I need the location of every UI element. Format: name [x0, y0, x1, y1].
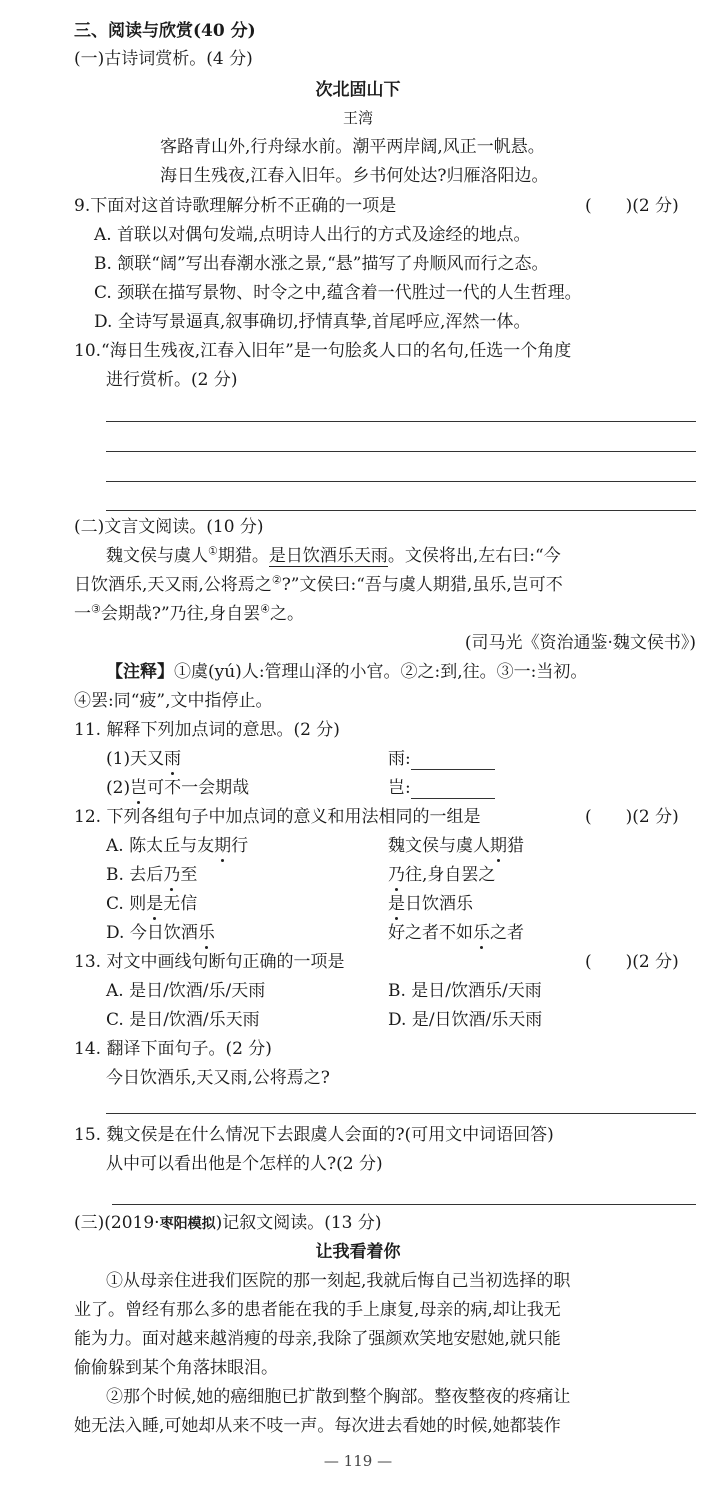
text-segment: 至	[180, 865, 198, 885]
text-segment: 无信	[163, 894, 198, 914]
answer-line[interactable]	[106, 421, 696, 422]
q9-bracket: ( )(2 分)	[585, 196, 679, 216]
source-citation: (司马光《资治通鉴·魏文侯书》)	[464, 633, 696, 653]
text-segment: 魏文侯与虞人	[388, 836, 490, 856]
text-segment: C. 则	[106, 894, 147, 914]
text-segment: 可不一会期哉	[147, 778, 250, 798]
q12-option-b-left	[106, 864, 197, 886]
q9-stem: 9.下面对这首诗歌理解分析不正确的一项是	[74, 196, 397, 216]
paragraph-line: ①从母亲住进我们医院的那一刻起,我就后悔自己当初选择的职	[106, 1271, 571, 1291]
dotted-word: 岂	[130, 778, 148, 798]
classical-text-line-3	[74, 603, 304, 625]
annotation-line-1	[106, 661, 587, 683]
answer-line[interactable]	[106, 510, 696, 511]
paragraph-line: 她无法入睡,可她却从来不吱一声。每次进去看她的时候,她都装作	[74, 1416, 561, 1436]
paragraph-line: ②那个时候,她的癌细胞已扩散到整个胸部。整夜整夜的疼痛让	[106, 1387, 571, 1407]
q9-option-a: A. 首联以对偶句发端,点明诗人出行的方式及途经的地点。	[94, 225, 531, 245]
dotted-word: 期	[214, 836, 232, 856]
text-segment: )记叙文阅读。(13 分)	[215, 1213, 382, 1233]
dotted-word: 乃	[163, 865, 181, 885]
q13-option-d: D. 是/日饮酒/乐天雨	[388, 1010, 543, 1030]
section-title: 三、阅读与欣赏(40 分)	[74, 21, 256, 41]
text-segment: 好之者不如	[388, 923, 473, 943]
q11-answer-2[interactable]	[388, 777, 495, 799]
dotted-word: 是	[388, 894, 405, 914]
page-number: — 119 —	[323, 1452, 393, 1470]
q14-sentence: 今日饮酒乐,天又雨,公将焉之?	[106, 1068, 330, 1088]
q13-stem: 13. 对文中画线句断句正确的一项是	[74, 952, 345, 972]
q12-stem: 12. 下列各组句子中加点词的意义和用法相同的一组是	[74, 807, 481, 827]
footnote-mark: ④	[260, 602, 270, 616]
dotted-word: 乃	[388, 865, 405, 885]
answer-label: 雨:	[388, 749, 411, 769]
annotation-text: ①虞(yú)人:管理山泽的小官。②之:到,往。③一:当初。	[174, 662, 588, 682]
text-segment: A. 陈太丘与友	[106, 836, 215, 856]
q15-line-1: 15. 魏文侯是在什么情况下去跟虞人会面的?(可用文中词语回答)	[74, 1125, 554, 1145]
text-segment: (2)	[106, 778, 131, 798]
dotted-word: 乐	[197, 923, 215, 943]
paragraph-line: 能为力。面对越来越消瘦的母亲,我除了强颜欢笑地安慰她,就只能	[74, 1329, 561, 1349]
q11-stem: 11. 解释下列加点词的意思。(2 分)	[74, 720, 340, 740]
q12-option-b-right	[388, 864, 495, 886]
q10-line-2: 进行赏析。(2 分)	[106, 370, 238, 390]
q13-option-b: B. 是日/饮酒乐/天雨	[388, 981, 542, 1001]
text-segment: 行	[231, 836, 249, 856]
q15-line-2: 从中可以看出他是个怎样的人?(2 分)	[106, 1154, 383, 1174]
q10-line-1: 10.“海日生残夜,江春入旧年”是一句脍炙人口的名句,任选一个角度	[74, 341, 572, 361]
text-segment: 一	[74, 604, 91, 624]
q14-stem: 14. 翻译下面句子。(2 分)	[74, 1039, 272, 1059]
annotation-line-2: ④罢:同“疲”,文中指停止。	[74, 691, 273, 711]
poem-line-1: 客路青山外,行舟绿水前。潮平两岸阔,风正一帆悬。	[160, 137, 545, 157]
text-segment: B. 去后	[106, 865, 164, 885]
classical-text-line-2	[74, 574, 563, 596]
text-segment: 之。	[269, 604, 304, 624]
source-stamp: 枣阳模拟	[159, 1216, 216, 1232]
part1-header: (一)古诗词赏析。(4 分)	[74, 49, 253, 69]
poem-author: 王湾	[342, 109, 373, 127]
footnote-mark: ①	[208, 544, 218, 558]
dotted-word: 是	[146, 894, 164, 914]
q13-bracket: ( )(2 分)	[585, 952, 679, 972]
text-segment: 日饮酒乐,天又雨,公将焉之	[74, 575, 272, 595]
dotted-word: 乐	[473, 923, 490, 943]
footnote-mark: ②	[271, 573, 282, 587]
underlined-sentence: 是日饮酒乐天雨	[268, 546, 388, 566]
q9-option-d: D. 全诗写景逼真,叙事确切,抒情真挚,首尾呼应,浑然一体。	[94, 312, 531, 332]
q12-option-a-right	[388, 835, 524, 857]
q12-option-a-left	[106, 835, 248, 857]
text-segment: 期猎。	[217, 546, 269, 566]
q12-option-d-left	[106, 922, 215, 944]
q11-answer-1[interactable]	[388, 748, 495, 770]
q9-option-b: B. 颔联“阔”写出春潮水涨之景,“悬”描写了舟顺风而行之态。	[94, 254, 549, 274]
q11-item-1	[106, 748, 181, 770]
answer-line[interactable]	[106, 1113, 696, 1114]
poem-line-2: 海日生残夜,江春入旧年。乡书何处达?归雁洛阳边。	[160, 166, 549, 186]
part2-header: (二)文言文阅读。(10 分)	[74, 517, 264, 537]
dotted-word: 雨	[164, 749, 182, 769]
answer-label: 岂:	[388, 778, 411, 798]
text-segment: ?”文侯曰:“吾与虞人期猎,虽乐,岂可不	[281, 575, 563, 595]
q13-option-a: A. 是日/饮酒/乐/天雨	[106, 981, 266, 1001]
q11-item-2	[106, 777, 249, 799]
answer-line[interactable]	[106, 481, 696, 482]
footnote-mark: ③	[91, 602, 101, 616]
paragraph-line: 业了。曾经有那么多的患者能在我的手上康复,母亲的病,却让我无	[74, 1300, 561, 1320]
poem-title: 次北固山下	[315, 80, 401, 100]
text-segment: 日饮酒乐	[405, 894, 473, 914]
q12-option-c-right	[388, 893, 473, 915]
answer-line[interactable]	[112, 1204, 696, 1205]
text-segment: (1)天又	[106, 749, 165, 769]
text-segment: 之者	[490, 923, 524, 943]
text-segment: 魏文侯与虞人	[106, 546, 208, 566]
paragraph-line: 偷偷躲到某个角落抹眼泪。	[74, 1358, 278, 1378]
text-segment: (三)(2019·	[74, 1213, 160, 1233]
answer-line[interactable]	[106, 451, 696, 452]
q12-bracket: ( )(2 分)	[585, 807, 679, 827]
text-segment: D. 今日饮酒	[106, 923, 198, 943]
dotted-word: 期	[490, 836, 507, 856]
q9-option-c: C. 颈联在描写景物、时令之中,蕴含着一代胜过一代的人生哲理。	[94, 283, 582, 303]
answer-blank[interactable]	[411, 753, 495, 770]
annotation-label: 【注释】	[106, 662, 174, 682]
q12-option-c-left	[106, 893, 197, 915]
text-segment: 会期哉?”乃往,身自罢	[100, 604, 261, 624]
classical-text-line-1	[106, 545, 561, 567]
q13-option-c: C. 是日/饮酒/乐天雨	[106, 1010, 260, 1030]
answer-blank[interactable]	[411, 782, 495, 799]
text-segment: 。文侯将出,左右曰:“今	[387, 546, 561, 566]
part3-header	[74, 1212, 382, 1235]
article-title: 让我看着你	[315, 1242, 401, 1262]
text-segment: 往,身自罢之	[405, 865, 496, 885]
q12-option-d-right	[388, 922, 524, 944]
text-segment: 猎	[507, 836, 524, 856]
